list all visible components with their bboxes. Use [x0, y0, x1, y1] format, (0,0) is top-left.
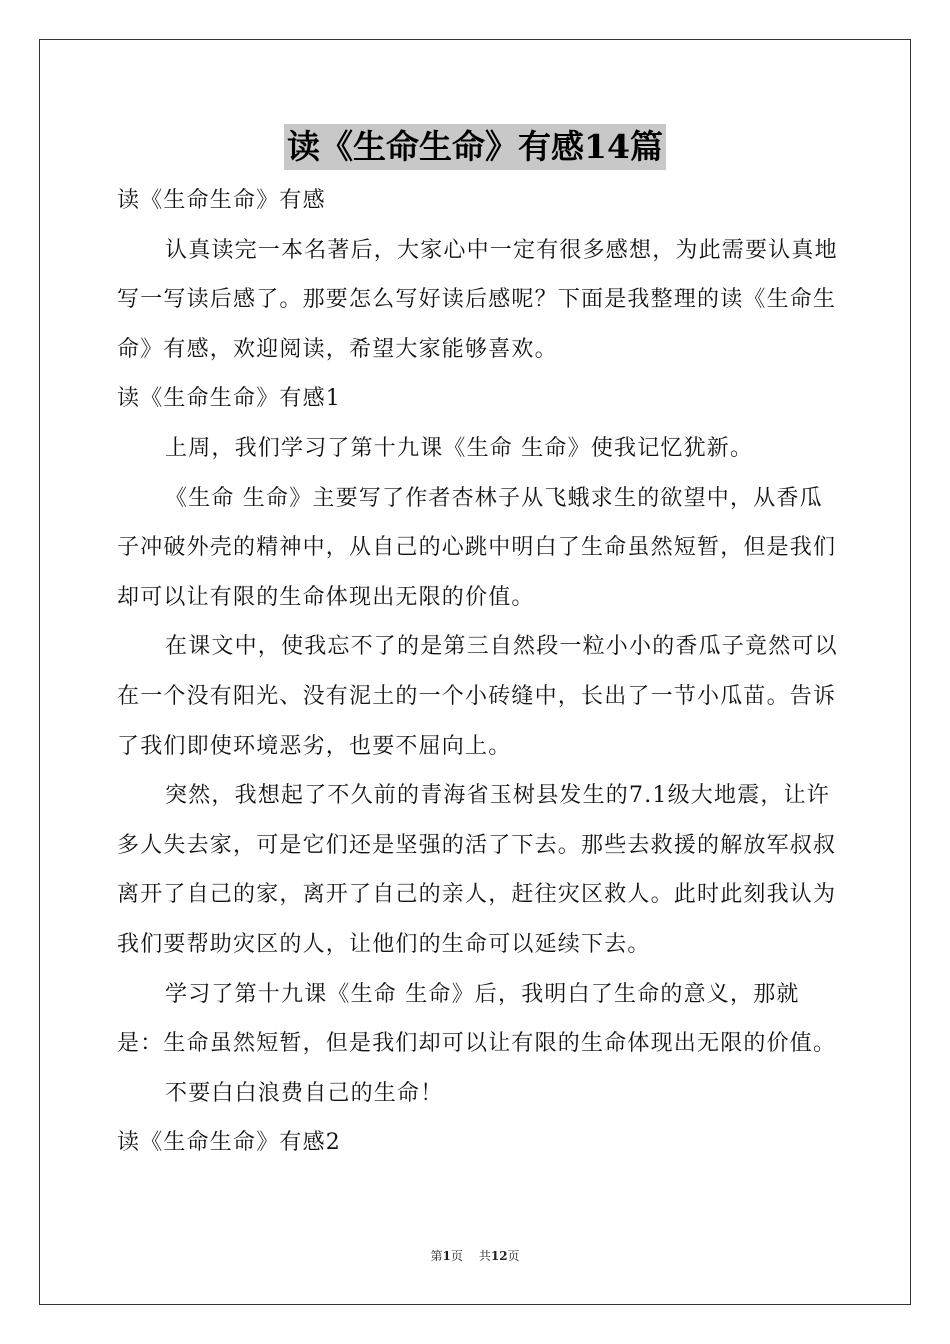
- section-heading-2: 读《生命生命》有感2: [117, 1130, 341, 1156]
- title-wrap: [0, 124, 950, 170]
- body-paragraph: 在课文中，使我忘不了的是第三自然段一粒小小的香瓜子竟然可以在一个没有阳光、没有泥土的一个小砖缝中，长出了一节小瓜苗。告诉了我们即使环境恶劣，也要不屈向上。: [117, 634, 838, 759]
- body-paragraph: 突然，我想起了不久前的青海省玉树县发生的7.1级大地震，让许多人失去家，可是它们还是坚强的活了下去。那些去救援的解放军叔叔离开了自己的家，离开了自己的亲人，赶往灾区救人。此时此刻我认为我们要帮助灾区的人，让他们的生命可以延续下去。: [117, 783, 837, 957]
- total-prefix: 共: [478, 1249, 491, 1263]
- body-paragraph: 学习了第十九课《生命 生命》后，我明白了生命的意义，那就是：生命虽然短暂，但是我们却可以让有限的生命体现出无限的价值。: [117, 981, 837, 1057]
- total-page-number: 12: [490, 1249, 508, 1263]
- body-paragraph: 不要白白浪费自己的生命！: [165, 1080, 444, 1106]
- page-footer: [0, 1247, 950, 1264]
- page-prefix: 第: [430, 1249, 443, 1263]
- current-page-number: 1: [442, 1249, 451, 1263]
- section-heading: 读《生命生命》有感: [117, 188, 326, 213]
- body-paragraph: 上周，我们学习了第十九课《生命 生命》使我记忆犹新。: [165, 435, 754, 461]
- total-label: 页: [507, 1249, 520, 1263]
- document-title: 读《生命生命》有感14篇: [284, 124, 666, 170]
- document-body: [117, 176, 839, 1168]
- intro-paragraph: 认真读完一本名著后，大家心中一定有很多感想，为此需要认真地写一写读后感了。那要怎么写好读后感呢？下面是我整理的读《生命生命》有感，欢迎阅读，希望大家能够喜欢。: [117, 237, 838, 362]
- section-heading-1: 读《生命生命》有感1: [117, 386, 341, 412]
- page-label: 页: [450, 1249, 463, 1263]
- body-paragraph: 《生命 生命》主要写了作者杏林子从飞蛾求生的欲望中，从香瓜子冲破外壳的精神中，从自己的心跳中明白了生命虽然短暂，但是我们却可以让有限的生命体现出无限的价值。: [117, 485, 837, 610]
